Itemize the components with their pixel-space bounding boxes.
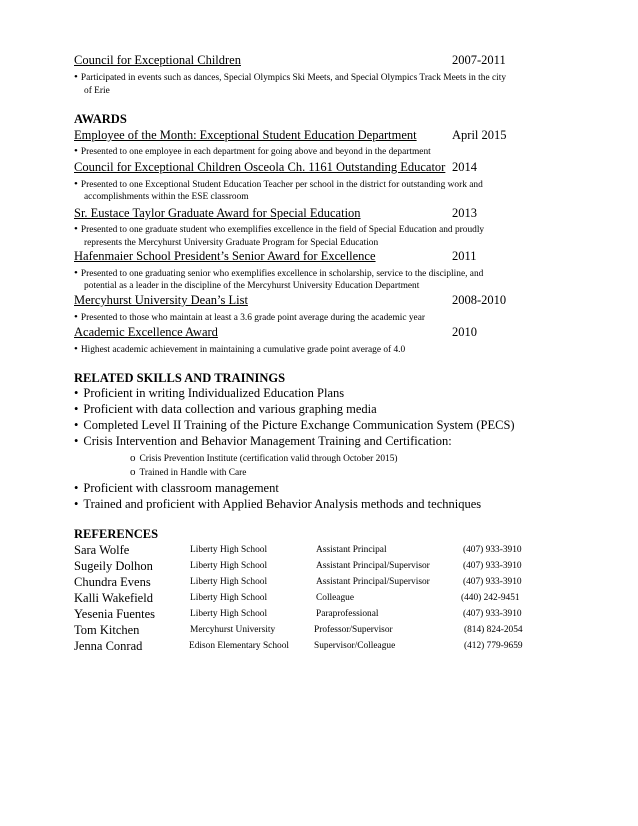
reference-role: Assistant Principal/Supervisor [316,577,430,587]
awards-heading: AWARDS [74,112,127,126]
reference-name: Sara Wolfe [74,543,130,557]
award-bullet: • Presented to one employee in each department for going above and beyond in the department [74,145,431,157]
award-bullet-cont: accomplishments within the ESE classroom [84,192,249,202]
reference-phone: (407) 933-3910 [463,561,522,571]
reference-phone: (814) 824-2054 [464,625,523,635]
reference-phone: (407) 933-3910 [463,609,522,619]
award-title: Mercyhurst University Dean’s List [74,293,248,307]
reference-phone: (407) 933-3910 [463,577,522,587]
award-title: Council for Exceptional Children Osceola Ch. 1161 Outstanding Educator [74,160,446,174]
skill-item: • Proficient in writing Individualized Education Plans [74,386,345,400]
bullet-glyph: • [74,145,78,157]
reference-org: Liberty High School [190,593,268,603]
reference-name: Jenna Conrad [74,639,143,653]
reference-name: Tom Kitchen [74,623,140,637]
bullet-glyph: • [74,434,79,448]
reference-org: Liberty High School [190,609,268,619]
bullet-glyph: • [74,497,79,511]
reference-name: Sugeily Dolhon [74,559,153,573]
bullet-glyph: • [74,311,78,323]
sub-bullet-glyph: o [130,452,136,464]
award-title: Hafenmaier School President’s Senior Award for Excellence [74,249,376,263]
award-bullet-cont: potential as a leader in the discipline of the Mercyhurst University Education Department [84,281,420,291]
reference-name: Chundra Evens [74,575,151,589]
award-date: 2013 [452,206,477,220]
skill-item: • Proficient with classroom management [74,481,279,495]
reference-org: Mercyhurst University [190,625,276,635]
bullet-glyph: • [74,71,78,83]
skill-item: • Completed Level II Training of the Picture Exchange Communication System (PECS) [74,418,515,432]
reference-phone: (440) 242-9451 [461,593,520,603]
activity-years: 2007-2011 [452,53,506,67]
award-date: 2014 [452,160,477,174]
reference-role: Colleague [316,593,355,603]
activity-bullet-cont: of Erie [84,86,110,96]
bullet-glyph: • [74,402,79,416]
award-date: 2010 [452,325,477,339]
reference-role: Supervisor/Colleague [314,641,396,651]
reference-name: Yesenia Fuentes [74,607,156,621]
reference-role: Assistant Principal/Supervisor [316,561,430,571]
skills-heading: RELATED SKILLS AND TRAININGS [74,371,286,385]
award-date: 2011 [452,249,477,263]
reference-role: Paraprofessional [316,609,379,619]
award-date: 2008-2010 [452,293,507,307]
award-bullet: • Highest academic achievement in maintaining a cumulative grade point average of 4.0 [74,343,406,355]
reference-name: Kalli Wakefield [74,591,153,605]
bullet-glyph: • [74,386,79,400]
bullet-glyph: • [74,267,78,279]
skill-sub-item: o Trained in Handle with Care [130,466,247,478]
activity-title: Council for Exceptional Children [74,53,241,67]
reference-phone: (412) 779-9659 [464,641,523,651]
skill-sub-item: o Crisis Prevention Institute (certification valid through October 2015) [130,452,398,464]
skill-item: • Proficient with data collection and various graphing media [74,402,377,416]
award-bullet-cont: represents the Mercyhurst University Graduate Program for Special Education [84,238,379,248]
skill-item: • Trained and proficient with Applied Behavior Analysis methods and techniques [74,497,482,511]
skill-item: • Crisis Intervention and Behavior Management Training and Certification: [74,434,452,448]
reference-org: Liberty High School [190,561,268,571]
bullet-glyph: • [74,418,79,432]
reference-org: Edison Elementary School [189,641,289,651]
bullet-glyph: • [74,223,78,235]
award-bullet: • Presented to those who maintain at least a 3.6 grade point average during the academic year [74,311,426,323]
award-bullet: • Presented to one Exceptional Student Education Teacher per school in the district for outstanding work and [74,178,483,190]
reference-org: Liberty High School [190,577,268,587]
award-bullet: • Presented to one graduating senior who exemplifies excellence in scholarship, service to the discipline, and [74,267,484,279]
references-heading: REFERENCES [74,527,159,541]
bullet-glyph: • [74,481,79,495]
activity-bullet: • Participated in events such as dances, Special Olympics Ski Meets, and Special Olympics Track Meets in the city [74,71,507,83]
bullet-glyph: • [74,343,78,355]
award-title: Employee of the Month: Exceptional Student Education Department [74,128,417,142]
reference-phone: (407) 933-3910 [463,545,522,555]
award-title: Sr. Eustace Taylor Graduate Award for Special Education [74,206,361,220]
award-title: Academic Excellence Award [74,325,218,339]
award-bullet: • Presented to one graduate student who exemplifies excellence in the field of Special Education and proudly [74,223,485,235]
reference-role: Professor/Supervisor [314,625,393,635]
reference-org: Liberty High School [190,545,268,555]
award-date: April 2015 [452,128,507,142]
sub-bullet-glyph: o [130,466,136,478]
reference-role: Assistant Principal [316,545,387,555]
bullet-glyph: • [74,178,78,190]
